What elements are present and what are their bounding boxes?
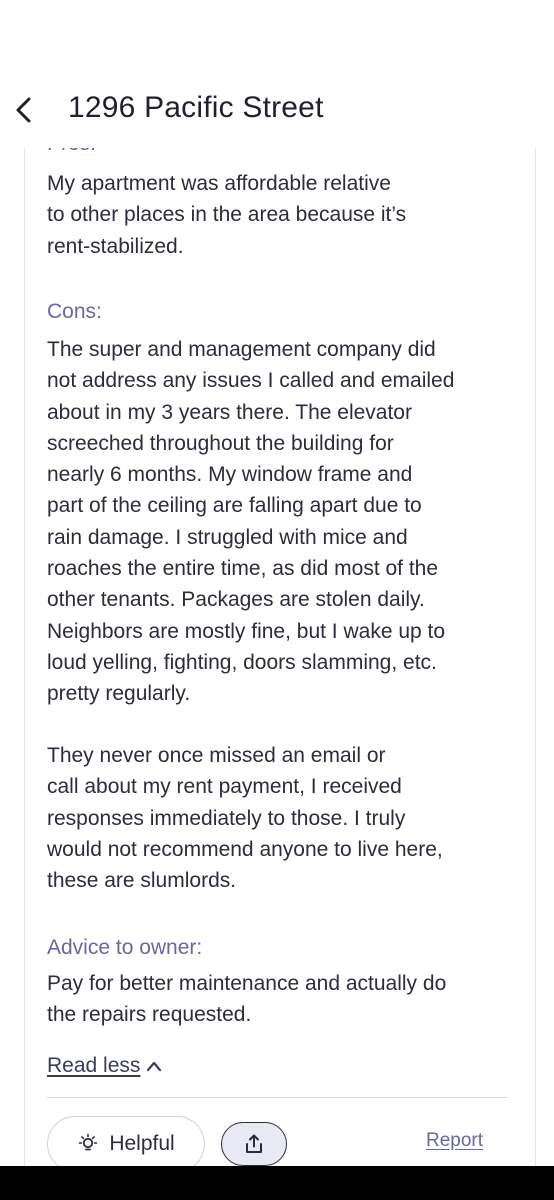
share-button[interactable] [221, 1122, 287, 1166]
share-icon [243, 1133, 265, 1155]
helpful-label: Helpful [109, 1132, 175, 1155]
lightbulb-icon [77, 1133, 99, 1155]
chevron-left-icon [13, 95, 35, 125]
advice-text: Pay for better maintenance and actually do the repairs requested. [47, 972, 447, 1027]
top-app-bar [0, 72, 554, 148]
cons-text: The super and management company did not address any issues I called and emailed about in my 3 years there. The elevator screeched throughout the building for nearly 6 months. My window frame and part of the ceiling are falling apart due to rain damage. I struggled with mice and roaches the entire time, as did most of the other tenants. Packages are stolen daily. Neighbors are mostly fine, but I wake up to loud yelling, fighting, doors slamming, etc. pretty regularly. [47, 338, 455, 706]
chevron-up-icon [146, 1058, 162, 1074]
cons-text-continued: They never once missed an email or call about my rent payment, I received responses immediately to those. I truly would not recommend anyone to live here, these are slumlords. [47, 744, 443, 893]
report-link[interactable]: Report [426, 1130, 484, 1151]
review-card [24, 120, 536, 1200]
cons-heading: Cons: [47, 300, 102, 323]
divider [47, 1097, 507, 1098]
system-navigation-bar [0, 1166, 554, 1200]
page-title: 1296 Pacific Street [68, 91, 324, 124]
advice-heading: Advice to owner: [47, 936, 203, 959]
read-less-link[interactable] [47, 1054, 162, 1078]
helpful-button[interactable] [47, 1116, 205, 1172]
back-button[interactable] [6, 92, 42, 128]
pros-text: My apartment was affordable relative to other places in the area because it’s rent-stabilized. [47, 172, 407, 258]
read-less-label: Read less [47, 1054, 141, 1077]
